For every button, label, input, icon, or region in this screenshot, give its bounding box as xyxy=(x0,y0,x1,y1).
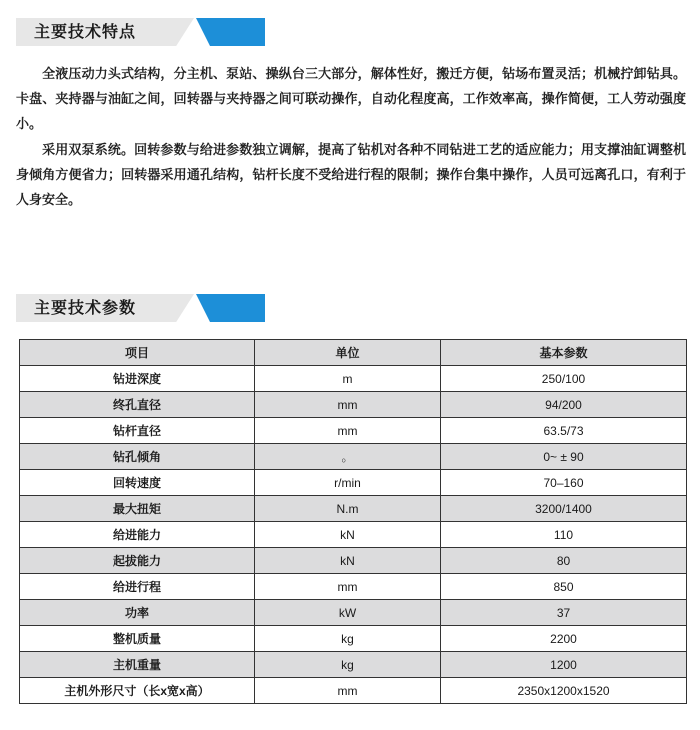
table-row xyxy=(20,678,687,704)
row-item: 终孔直径 xyxy=(20,392,255,418)
row-unit: r/min xyxy=(255,470,441,496)
row-item: 给进行程 xyxy=(20,574,255,600)
row-item: 回转速度 xyxy=(20,470,255,496)
row-item: 给进能力 xyxy=(20,522,255,548)
row-unit: mm xyxy=(255,418,441,444)
row-value: 250/100 xyxy=(441,366,687,392)
table-row xyxy=(20,626,687,652)
features-section-header xyxy=(16,18,265,46)
row-value: 70–160 xyxy=(441,470,687,496)
features-paragraph-2-text: 采用双泵系统。回转参数与给进参数独立调解，提高了钻机对各种不同钻进工艺的适应能力；用支撑油缸调整机身倾角方便省力；回转器采用通孔结构，钻杆长度不受给进行程的限制；操作台集中操作，人员可远离孔口，有利于人身安全。 xyxy=(16,143,686,208)
row-value: 63.5/73 xyxy=(441,418,687,444)
row-unit: kN xyxy=(255,548,441,574)
row-unit: mm xyxy=(255,574,441,600)
row-value: 3200/1400 xyxy=(441,496,687,522)
row-value: 0~ ± 90 xyxy=(441,444,687,470)
row-item: 主机外形尺寸（长x宽x高） xyxy=(20,678,255,704)
row-value: 850 xyxy=(441,574,687,600)
row-item: 钻杆直径 xyxy=(20,418,255,444)
row-item: 功率 xyxy=(20,600,255,626)
row-value: 37 xyxy=(441,600,687,626)
table-row xyxy=(20,444,687,470)
table-row xyxy=(20,652,687,678)
params-table xyxy=(19,339,687,704)
row-unit: mm xyxy=(255,392,441,418)
header-value: 基本参数 xyxy=(441,340,687,366)
table-row xyxy=(20,366,687,392)
row-item: 钻孔倾角 xyxy=(20,444,255,470)
row-unit: kW xyxy=(255,600,441,626)
row-item: 整机质量 xyxy=(20,626,255,652)
table-header-row xyxy=(20,340,687,366)
header-blue-accent xyxy=(188,294,265,322)
row-value: 2350x1200x1520 xyxy=(441,678,687,704)
row-item: 主机重量 xyxy=(20,652,255,678)
params-title: 主要技术参数 xyxy=(34,298,137,317)
row-unit: m xyxy=(255,366,441,392)
table-row xyxy=(20,470,687,496)
row-unit: kN xyxy=(255,522,441,548)
row-item: 最大扭矩 xyxy=(20,496,255,522)
table-row xyxy=(20,600,687,626)
params-section-header xyxy=(16,294,265,322)
table-row xyxy=(20,522,687,548)
table-row xyxy=(20,392,687,418)
table-row xyxy=(20,574,687,600)
features-title: 主要技术特点 xyxy=(34,22,137,41)
row-unit: kg xyxy=(255,652,441,678)
table-row xyxy=(20,548,687,574)
header-item: 项目 xyxy=(20,340,255,366)
features-paragraph-1-text: 全液压动力头式结构，分主机、泵站、操纵台三大部分，解体性好，搬迁方便，钻场布置灵活；机械拧卸钻具。卡盘、夹持器与油缸之间，回转器与夹持器之间可联动操作，自动化程度高，工作效率高，操作简便，工人劳动强度小。 xyxy=(16,67,686,132)
table-row xyxy=(20,496,687,522)
row-unit: mm xyxy=(255,678,441,704)
row-unit: 。 xyxy=(255,444,441,470)
row-unit: kg xyxy=(255,626,441,652)
row-value: 94/200 xyxy=(441,392,687,418)
row-value: 2200 xyxy=(441,626,687,652)
row-item: 钻进深度 xyxy=(20,366,255,392)
row-item: 起拔能力 xyxy=(20,548,255,574)
row-value: 80 xyxy=(441,548,687,574)
features-paragraph-1 xyxy=(16,62,686,137)
table-row xyxy=(20,418,687,444)
header-blue-accent xyxy=(188,18,265,46)
row-value: 1200 xyxy=(441,652,687,678)
features-paragraph-2 xyxy=(16,138,686,213)
header-unit: 单位 xyxy=(255,340,441,366)
row-value: 110 xyxy=(441,522,687,548)
row-unit: N.m xyxy=(255,496,441,522)
